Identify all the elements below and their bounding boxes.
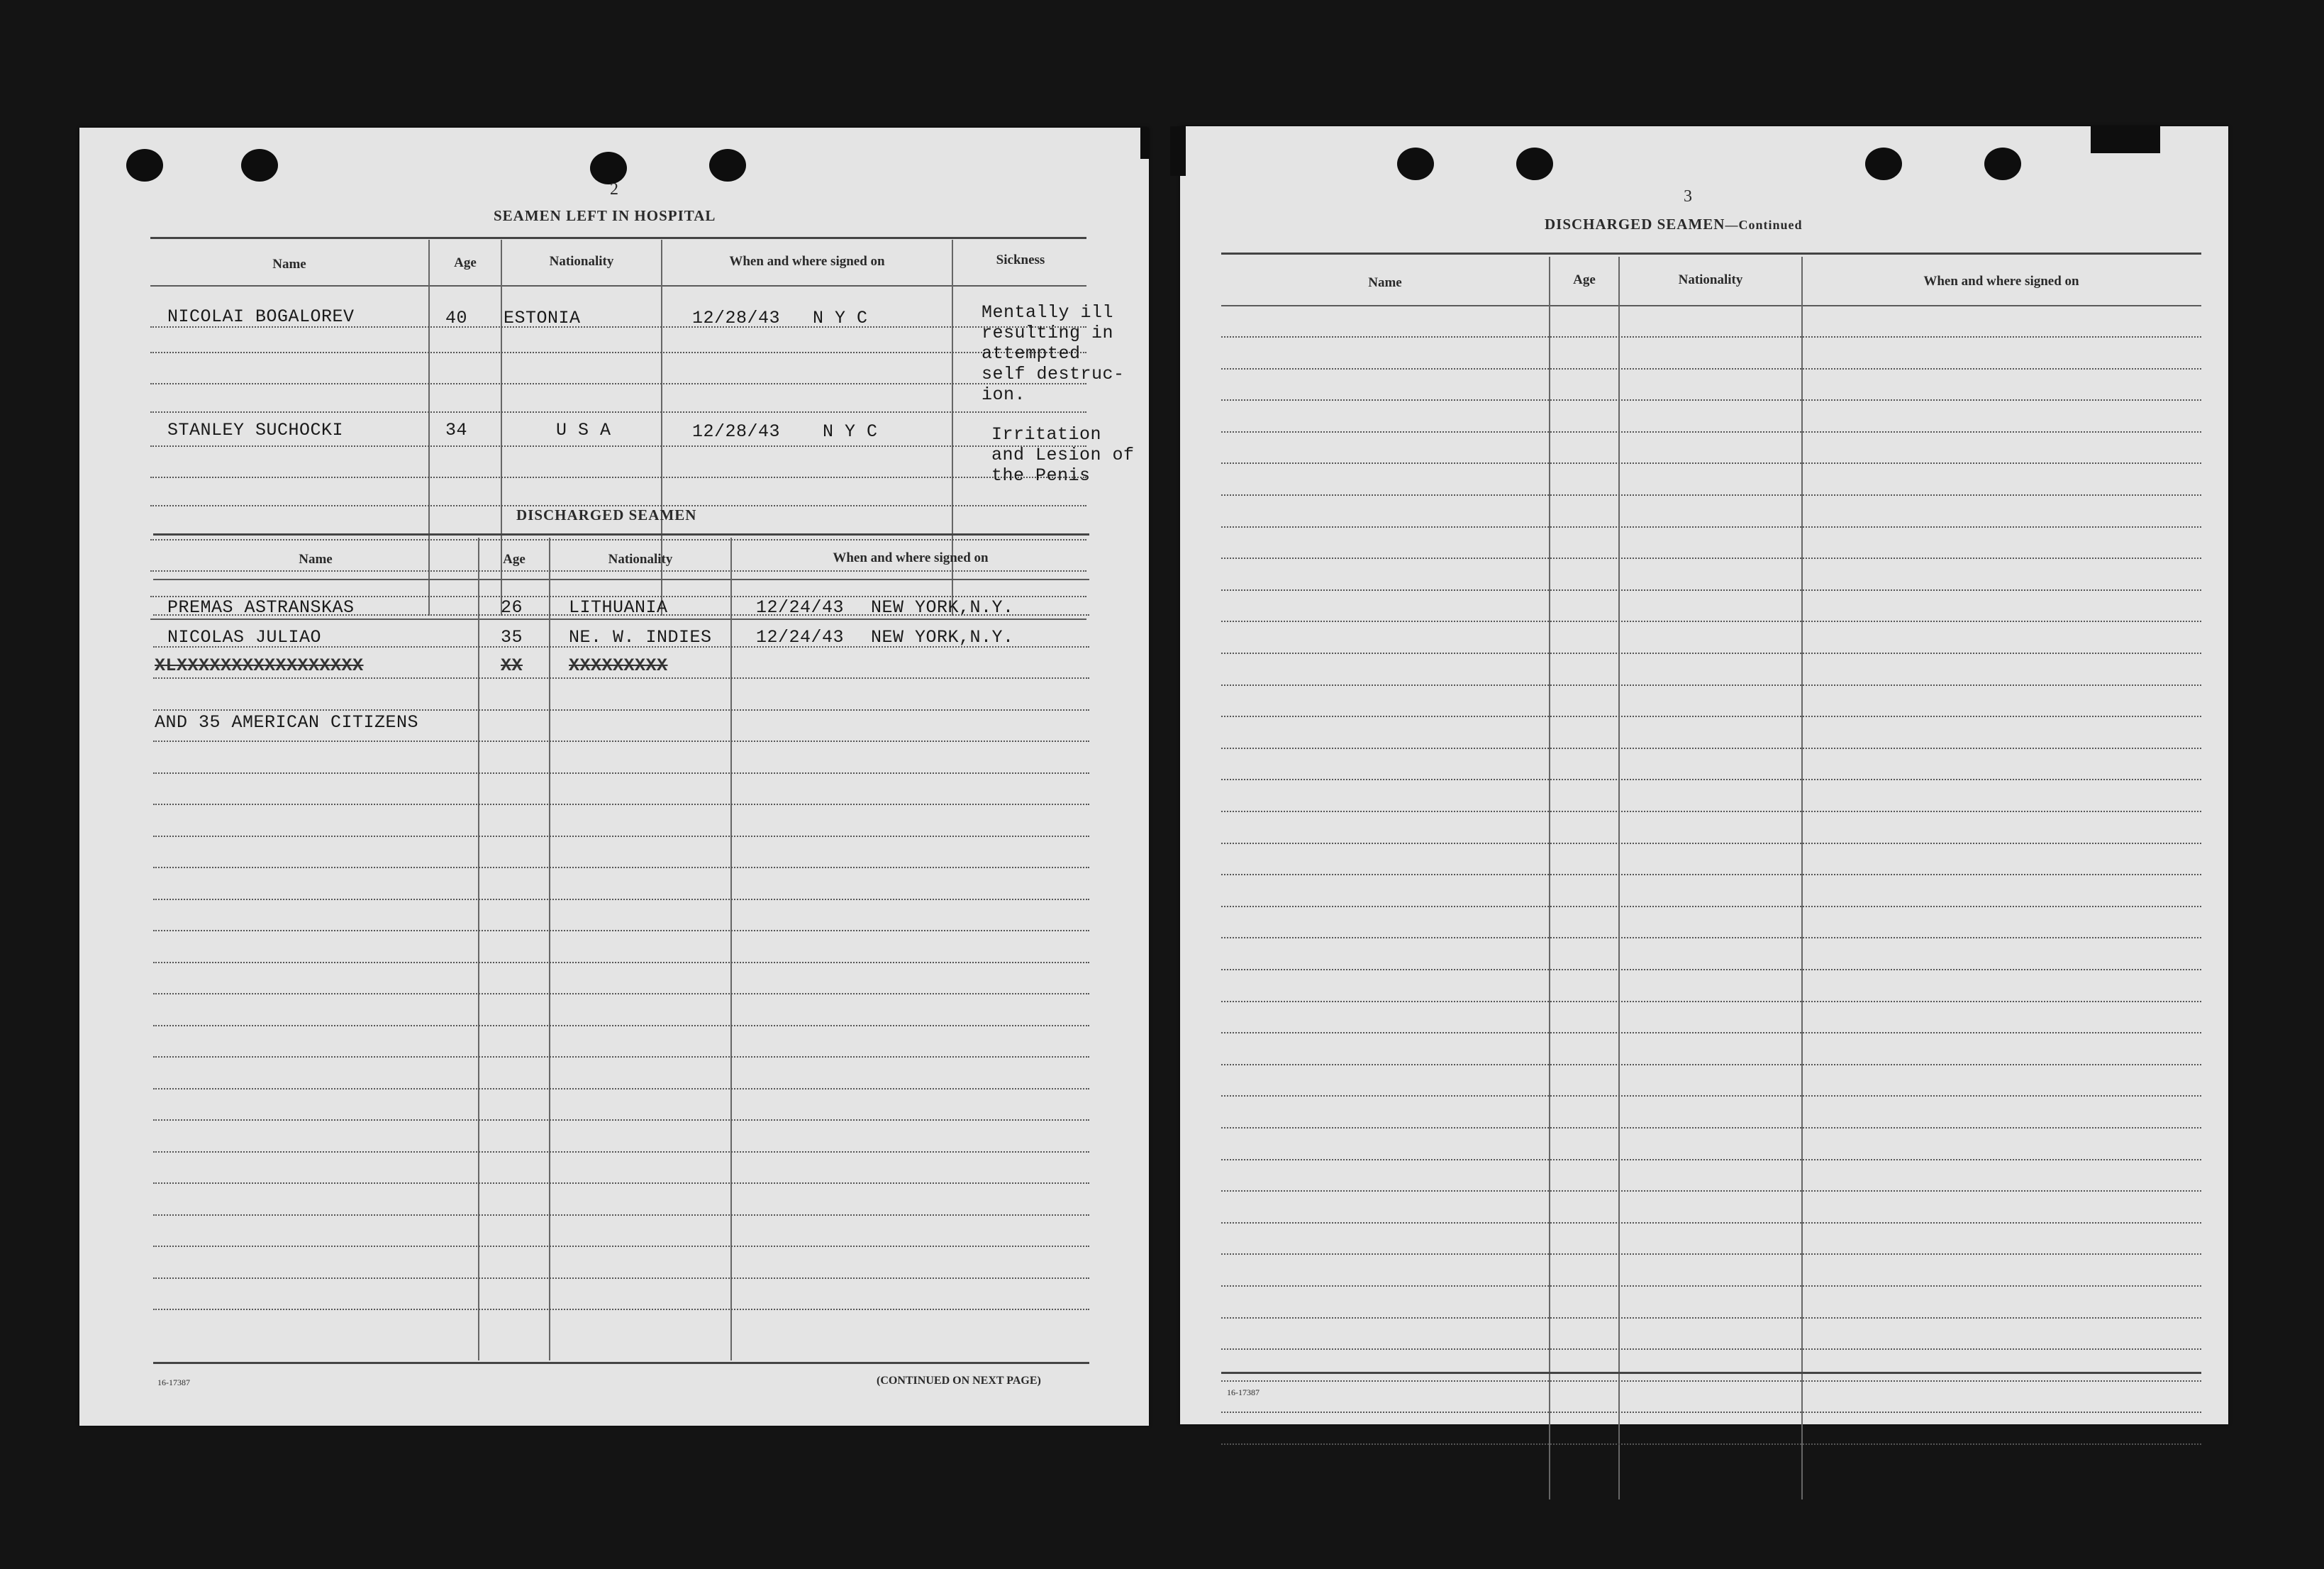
table-rule [150,237,1086,239]
column-header-nationality: Nationality [1678,272,1743,287]
row-rule [1221,494,2201,496]
row-rule [153,1214,1089,1216]
column-header-name: Name [299,552,333,567]
row-rule [1221,1032,2201,1033]
right-page [1180,126,2228,1424]
column-divider [730,538,732,1360]
column-divider [478,538,479,1360]
row-rule [1221,1159,2201,1160]
row-rule [153,646,1089,648]
row-rule [1221,1443,2201,1445]
row-rule [153,1088,1089,1090]
discharged-nationality: LITHUANIA [569,597,668,618]
row-rule [153,930,1089,931]
row-rule [1221,621,2201,622]
row-rule [1221,431,2201,433]
section-title-hospital: SEAMEN LEFT IN HOSPITAL [494,207,716,224]
column-divider [549,538,550,1360]
column-header-nationality: Nationality [549,254,614,269]
hospital-name: NICOLAI BOGALOREV [167,306,355,327]
row-rule [153,772,1089,774]
row-rule [153,867,1089,868]
torn-corner [2091,126,2160,153]
hospital-nationality: ESTONIA [504,308,581,328]
row-rule [1221,399,2201,401]
punch-hole-icon [241,149,278,182]
torn-edge [1140,128,1149,159]
torn-edge [1170,126,1186,176]
column-header-signed-on: When and where signed on [729,254,885,269]
column-divider [1549,257,1550,1499]
discharged-age: 26 [501,597,523,618]
punch-hole-icon [709,149,746,182]
title-suffix: —Continued [1725,218,1803,232]
discharged-note: AND 35 AMERICAN CITIZENS [155,712,419,733]
row-rule [1221,937,2201,938]
row-rule [150,539,1086,540]
punch-hole-icon [1516,148,1553,180]
discharged-signed-place: NEW YORK,N.Y. [871,597,1014,618]
column-header-sickness: Sickness [996,253,1045,267]
hospital-signed-date: 12/28/43 [692,308,781,328]
row-rule [153,1309,1089,1310]
row-rule [153,1056,1089,1058]
row-rule [1221,653,2201,654]
row-rule [150,570,1086,572]
row-rule [1221,1095,2201,1097]
row-rule [150,411,1086,413]
row-rule [153,1151,1089,1153]
discharged-name-struck: XLXXXXXXXXXXXXXXXXX [155,655,364,676]
table-rule [153,533,1089,536]
row-rule [1221,1190,2201,1192]
hospital-age: 40 [445,308,468,328]
row-rule [1221,1348,2201,1350]
hospital-age: 34 [445,420,468,440]
discharged-name: PREMAS ASTRANSKAS [167,597,355,618]
row-rule [1221,1380,2201,1382]
hospital-name: STANLEY SUCHOCKI [167,420,344,440]
discharged-age: 35 [501,627,523,648]
row-rule [1221,906,2201,907]
hospital-sickness: Mentally ill resulting in attempted self destruc- ion. [982,302,1125,405]
hospital-nationality: U S A [556,420,611,440]
column-header-name: Name [1368,275,1402,290]
table-rule [1221,305,2201,306]
hospital-signed-place: N Y C [813,308,868,328]
row-rule [153,677,1089,679]
row-rule [1221,969,2201,970]
row-rule [1221,1412,2201,1413]
row-rule [153,1246,1089,1247]
row-rule [1221,1253,2201,1255]
row-rule [1221,1127,2201,1129]
discharged-name: NICOLAS JULIAO [167,627,322,648]
row-rule [153,1277,1089,1279]
hospital-signed-place: N Y C [823,421,878,442]
continued-label: (CONTINUED ON NEXT PAGE) [877,1375,1041,1387]
row-rule [1221,684,2201,686]
row-rule [153,993,1089,994]
row-rule [153,1025,1089,1026]
table-rule [150,285,1086,287]
column-divider [1618,257,1620,1499]
punch-hole-icon [1397,148,1434,180]
discharged-nationality: NE. W. INDIES [569,627,712,648]
table-rule [1221,253,2201,255]
punch-hole-icon [1865,148,1902,180]
row-rule [1221,462,2201,464]
hospital-signed-date: 12/28/43 [692,421,781,442]
row-rule [150,383,1086,384]
section-title-discharged-continued [1545,216,1802,233]
row-rule [1221,1064,2201,1065]
column-header-nationality: Nationality [608,552,673,567]
punch-hole-icon [1984,148,2021,180]
row-rule [153,962,1089,963]
table-rule [153,579,1089,580]
column-header-name: Name [272,257,306,272]
row-rule [153,614,1089,616]
discharged-signed-date: 12/24/43 [756,627,845,648]
row-rule [153,1119,1089,1121]
discharged-signed-date: 12/24/43 [756,597,845,618]
row-rule [153,741,1089,742]
column-header-signed-on: When and where signed on [1923,274,2079,289]
row-rule [153,836,1089,837]
row-rule [1221,874,2201,875]
row-rule [150,477,1086,478]
punch-hole-icon [590,152,627,184]
row-rule [1221,843,2201,844]
column-divider [1801,257,1803,1499]
discharged-age-struck: XX [501,655,523,676]
discharged-nationality-struck: XXXXXXXXX [569,655,668,676]
row-rule [153,899,1089,900]
row-rule [1221,748,2201,749]
page-number: 3 [1684,187,1692,206]
table-rule [150,619,1086,620]
row-rule [1221,811,2201,812]
column-header-signed-on: When and where signed on [833,550,989,565]
discharged-signed-place: NEW YORK,N.Y. [871,627,1014,648]
row-rule [1221,779,2201,780]
form-number: 16-17387 [1227,1387,1260,1397]
page-number: 2 [610,180,618,199]
row-rule [1221,1285,2201,1287]
row-rule [1221,558,2201,559]
row-rule [153,804,1089,805]
row-rule [150,445,1086,447]
row-rule [153,1362,1089,1364]
row-rule [150,352,1086,353]
column-header-age: Age [503,552,526,567]
form-number: 16-17387 [157,1377,190,1387]
row-rule [1221,1317,2201,1319]
column-header-age: Age [454,255,477,270]
section-title-discharged: DISCHARGED SEAMEN [516,506,697,523]
row-rule [1221,716,2201,717]
left-page [79,128,1149,1426]
punch-hole-icon [126,149,163,182]
hospital-sickness: Irritation and Lesion of the Penis [991,424,1135,486]
row-rule [1221,1372,2201,1374]
row-rule [1221,1001,2201,1002]
row-rule [1221,368,2201,370]
title-main: DISCHARGED SEAMEN [1545,216,1725,233]
row-rule [1221,336,2201,338]
row-rule [153,1182,1089,1184]
column-header-age: Age [1573,272,1596,287]
row-rule [1221,1222,2201,1224]
row-rule [153,709,1089,711]
row-rule [1221,526,2201,528]
row-rule [1221,589,2201,591]
